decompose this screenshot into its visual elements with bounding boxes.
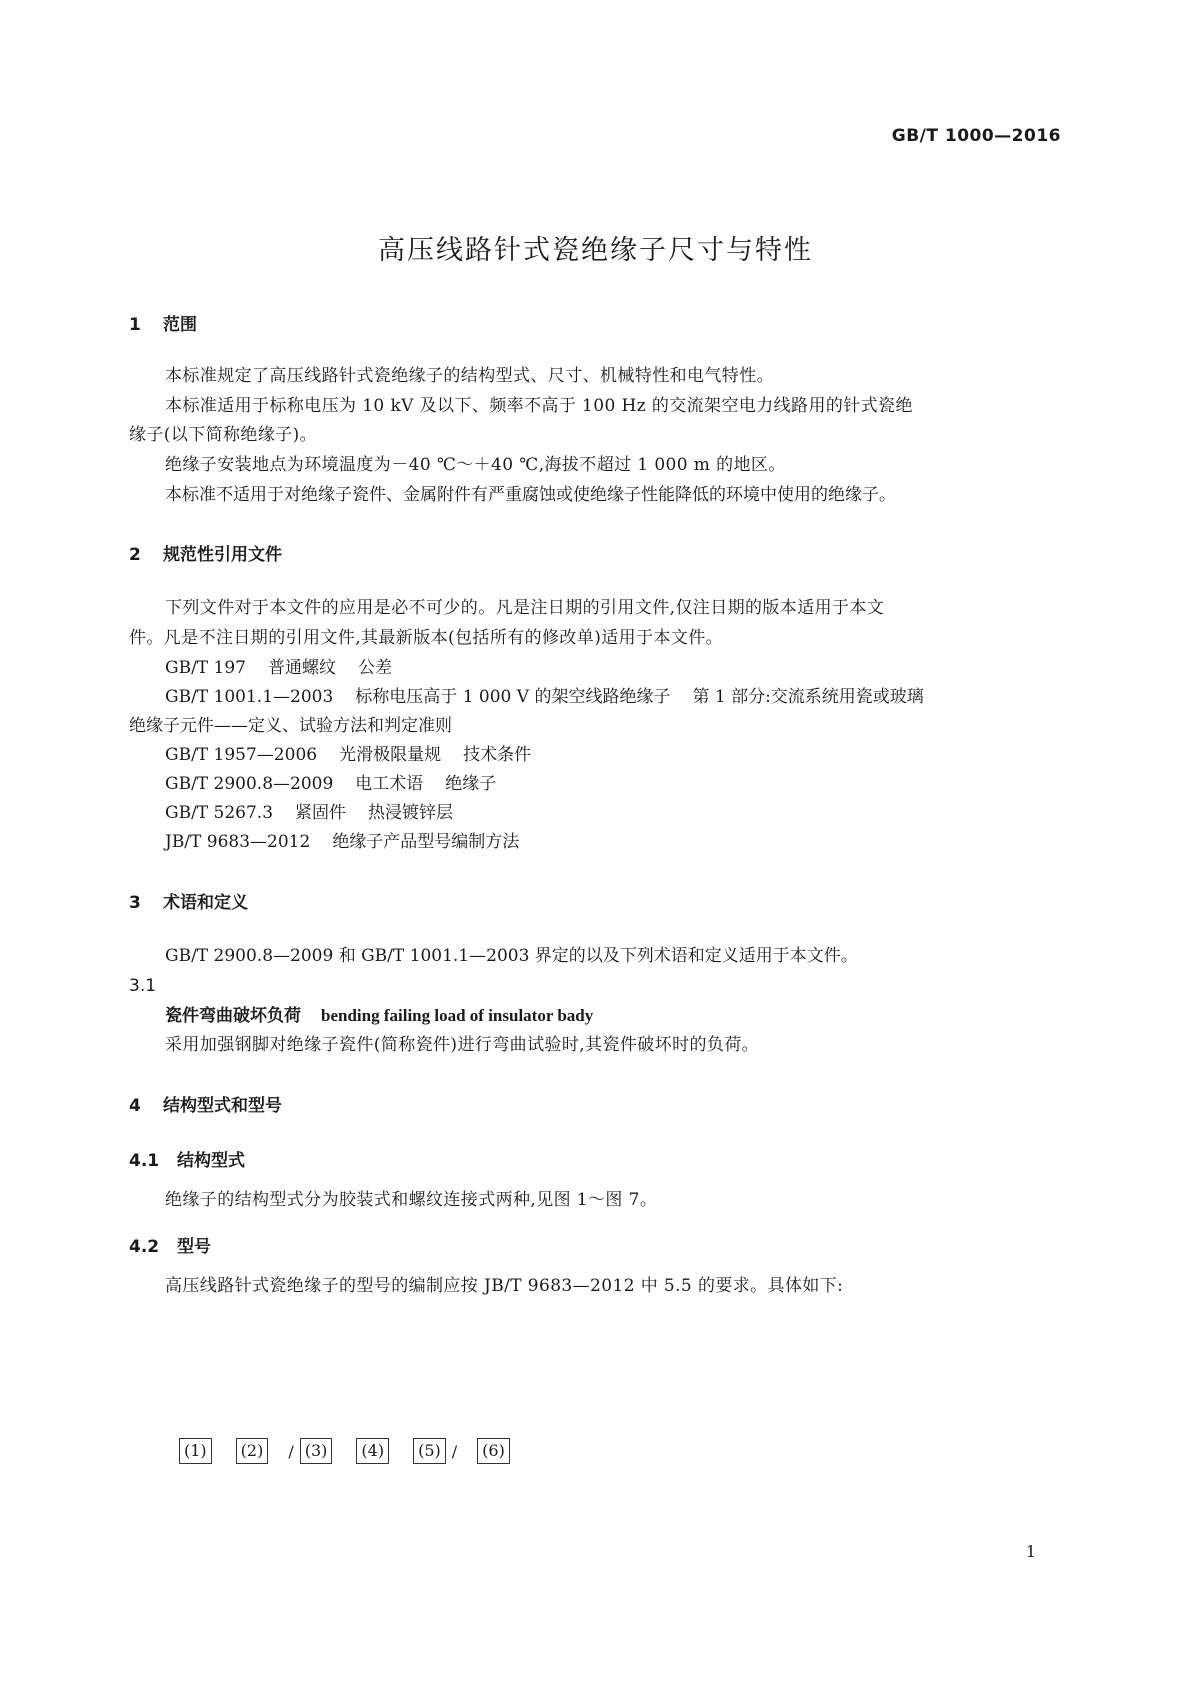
sec2-intro-line-1: 下列文件对于本文件的应用是必不可少的。凡是注日期的引用文件,仅注日期的版本适用于本文 — [165, 598, 885, 618]
reference-title-part: 技术条件 — [463, 745, 532, 765]
sec4-1-text: 绝缘子的结构型式分为胶装式和螺纹连接式两种,见图 1～图 7。 — [165, 1190, 658, 1210]
reference-code: GB/T 197 — [165, 658, 246, 678]
sec1-paragraph-4: 本标准不适用于对绝缘子瓷件、金属附件有严重腐蚀或使绝缘子性能降低的环境中使用的绝缘子。 — [165, 485, 896, 505]
reference-item — [165, 773, 496, 795]
section-4-heading — [129, 1091, 282, 1116]
reference-title-part: 公差 — [358, 658, 392, 678]
model-box-5: (5) — [413, 1438, 446, 1464]
sec1-paragraph-3: 绝缘子安装地点为环境温度为－40 ℃～＋40 ℃,海拔不超过 1 000 m 的地区。 — [165, 455, 786, 475]
subsection-number: 4.1 — [129, 1151, 160, 1171]
document-title: 高压线路针式瓷绝缘子尺寸与特性 — [378, 235, 813, 266]
term-chinese: 瓷件弯曲破坏负荷 — [165, 1006, 301, 1026]
model-box-4: (4) — [356, 1438, 389, 1464]
term-english: bending failing load of insulator bady — [321, 1006, 594, 1025]
term-number: 3.1 — [129, 976, 157, 996]
section-number: 1 — [129, 315, 141, 335]
subsection-4-2-heading — [129, 1232, 211, 1257]
reference-code: GB/T 1957—2006 — [165, 745, 318, 765]
section-3-heading — [129, 888, 248, 913]
slash-separator: / — [288, 1441, 294, 1461]
reference-title: 绝缘子产品型号编制方法 — [332, 832, 520, 852]
section-2-heading — [129, 540, 282, 565]
reference-item — [165, 744, 531, 766]
subsection-title: 结构型式 — [177, 1151, 245, 1171]
reference-title: 光滑极限量规 — [339, 745, 442, 765]
section-title: 规范性引用文件 — [163, 545, 282, 565]
reference-title: 紧固件 — [295, 803, 347, 823]
section-title: 范围 — [163, 315, 197, 335]
reference-title-part: 绝缘子 — [445, 774, 497, 794]
model-box-1: (1) — [179, 1438, 212, 1464]
reference-title-part: 热浸镀锌层 — [368, 803, 454, 823]
sec1-paragraph-2-line-1: 本标准适用于标称电压为 10 kV 及以下、频率不高于 100 Hz 的交流架空电力线路用的针式瓷绝 — [165, 396, 913, 416]
reference-item — [165, 802, 453, 824]
reference-title: 电工术语 — [355, 774, 424, 794]
reference-item — [165, 686, 924, 708]
model-box-3: (3) — [300, 1438, 333, 1464]
section-number: 2 — [129, 545, 141, 565]
reference-title: 普通螺纹 — [268, 658, 336, 678]
section-title: 结构型式和型号 — [163, 1096, 282, 1116]
sec1-paragraph-1: 本标准规定了高压线路针式瓷绝缘子的结构型式、尺寸、机械特性和电气特性。 — [165, 366, 774, 386]
section-number: 4 — [129, 1096, 141, 1116]
standard-code: GB/T 1000—2016 — [891, 126, 1061, 146]
reference-title: 标称电压高于 1 000 V 的架空线路绝缘子 — [355, 687, 671, 707]
reference-item — [165, 657, 392, 679]
sec1-paragraph-2-line-2: 缘子(以下简称绝缘子)。 — [129, 425, 318, 445]
sec2-intro-line-2: 件。凡是不注日期的引用文件,其最新版本(包括所有的修改单)适用于本文件。 — [129, 628, 724, 648]
subsection-number: 4.2 — [129, 1237, 160, 1257]
term-entry — [165, 1005, 593, 1027]
reference-code: JB/T 9683—2012 — [165, 832, 311, 852]
sec3-intro: GB/T 2900.8—2009 和 GB/T 1001.1—2003 界定的以及下列术语和定义适用于本文件。 — [165, 946, 858, 966]
model-box-6: (6) — [477, 1438, 510, 1464]
section-1-heading — [129, 310, 197, 335]
model-box-2: (2) — [236, 1438, 269, 1464]
reference-code: GB/T 1001.1—2003 — [165, 687, 334, 707]
reference-title-part: 第 1 部分:交流系统用瓷或玻璃 — [692, 687, 924, 707]
reference-code: GB/T 5267.3 — [165, 803, 274, 823]
subsection-4-1-heading — [129, 1146, 245, 1171]
reference-continuation: 绝缘子元件——定义、试验方法和判定准则 — [129, 716, 452, 736]
model-code-boxes — [179, 1438, 510, 1464]
section-title: 术语和定义 — [163, 893, 248, 913]
reference-item — [165, 831, 519, 853]
sec4-2-text: 高压线路针式瓷绝缘子的型号的编制应按 JB/T 9683—2012 中 5.5 的要求。具体如下: — [165, 1276, 844, 1296]
reference-code: GB/T 2900.8—2009 — [165, 774, 334, 794]
term-definition: 采用加强钢脚对绝缘子瓷件(简称瓷件)进行弯曲试验时,其瓷件破坏时的负荷。 — [165, 1035, 760, 1055]
subsection-title: 型号 — [177, 1237, 211, 1257]
section-number: 3 — [129, 893, 141, 913]
slash-separator: / — [451, 1441, 458, 1461]
page-number: 1 — [1025, 1542, 1036, 1561]
